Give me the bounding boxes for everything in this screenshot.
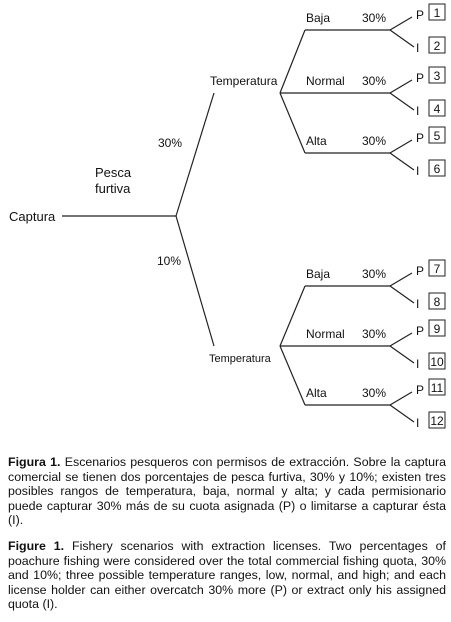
edge-temp-6: [280, 346, 305, 405]
option-i-label: I: [416, 104, 420, 118]
option-i-label: I: [416, 357, 420, 371]
option-i-label: I: [416, 297, 420, 311]
temperature-label-upper: Temperatura: [210, 74, 278, 88]
temperature-level-label: Baja: [306, 267, 331, 281]
scenario-number: 5: [433, 129, 441, 143]
edge-temp-3: [280, 93, 305, 153]
scenario-number: 1: [433, 6, 441, 20]
edge-poach-low: [176, 216, 214, 346]
temperature-level-label: Alta: [306, 386, 327, 400]
temperature-level-label: Normal: [306, 74, 345, 88]
edge-i-5: [390, 346, 414, 363]
option-i-label: I: [416, 164, 420, 178]
option-i-label: I: [416, 416, 420, 430]
edge-i-3: [390, 153, 414, 170]
poaching-rate-low: 10%: [157, 254, 182, 268]
scenario-number: 10: [430, 355, 444, 369]
temperature-level-label: Baja: [306, 11, 331, 25]
edge-p-5: [390, 333, 412, 346]
scenario-number: 11: [430, 381, 444, 395]
poaching-rate-high: 30%: [158, 136, 183, 150]
caption-label-es: Figura 1.: [8, 455, 61, 469]
temperature-level-label: Alta: [306, 134, 327, 148]
edge-i-4: [390, 286, 414, 303]
edge-i-6: [390, 405, 414, 422]
caption-text-en: Fishery scenarios with extraction licenses. Two percentages of poachure fishing were considered over the total commercial fishing quota, 30% and 10%; three possible temperature ranges, low, normal, and high; and each license holder can either overcatch 30% more (P) or extract only his assigned quota (I).: [8, 539, 446, 612]
edge-p-1: [390, 17, 412, 30]
option-p-label: P: [416, 8, 425, 22]
option-p-label: P: [416, 131, 425, 145]
edge-poach-high: [176, 93, 214, 216]
overcatch-rate-label: 30%: [362, 386, 387, 400]
edge-p-6: [390, 392, 412, 405]
scenario-number: 8: [433, 295, 441, 309]
scenario-number: 9: [433, 322, 441, 336]
root-label: Captura: [9, 209, 56, 224]
edge-p-4: [390, 273, 412, 286]
caption-label-en: Figure 1.: [8, 539, 65, 553]
edge-p-3: [390, 140, 412, 153]
edge-i-1: [390, 30, 414, 47]
option-i-label: I: [416, 41, 420, 55]
overcatch-rate-label: 30%: [362, 74, 387, 88]
option-p-label: P: [416, 71, 425, 85]
option-p-label: P: [416, 264, 425, 278]
temperature-level-label: Normal: [306, 327, 345, 341]
edge-temp-4: [280, 286, 305, 346]
scenario-number: 3: [433, 69, 441, 83]
edge-i-2: [390, 93, 414, 110]
scenario-number: 12: [430, 414, 444, 428]
edge-p-2: [390, 80, 412, 93]
poaching-label-line2: furtiva: [95, 181, 131, 196]
poaching-label-line1: Pesca: [95, 165, 132, 180]
scenario-number: 6: [433, 162, 441, 176]
overcatch-rate-label: 30%: [362, 267, 387, 281]
overcatch-rate-label: 30%: [362, 11, 387, 25]
scenario-number: 4: [433, 102, 441, 116]
scenario-number: 7: [433, 262, 441, 276]
figure-caption-english: [8, 539, 446, 612]
figure-caption-spanish: [8, 455, 446, 528]
option-p-label: P: [416, 383, 425, 397]
overcatch-rate-label: 30%: [362, 134, 387, 148]
edge-temp-1: [280, 30, 305, 93]
caption-text-es: Escenarios pesqueros con permisos de extracción. Sobre la captura comercial se tienen dos porcentajes de pesca furtiva, 30% y 10%; existen tres posibles rangos de temperatura, baja, normal y alta; y cada permisionario puede capturar 30% más de su cuota asignada (P) o limitarse a capturar ésta (I).: [8, 455, 446, 528]
option-p-label: P: [416, 324, 425, 338]
overcatch-rate-label: 30%: [362, 327, 387, 341]
tree-edges: [62, 93, 214, 346]
scenario-number: 2: [433, 39, 441, 53]
temperature-label-lower: Temperatura: [209, 353, 271, 365]
